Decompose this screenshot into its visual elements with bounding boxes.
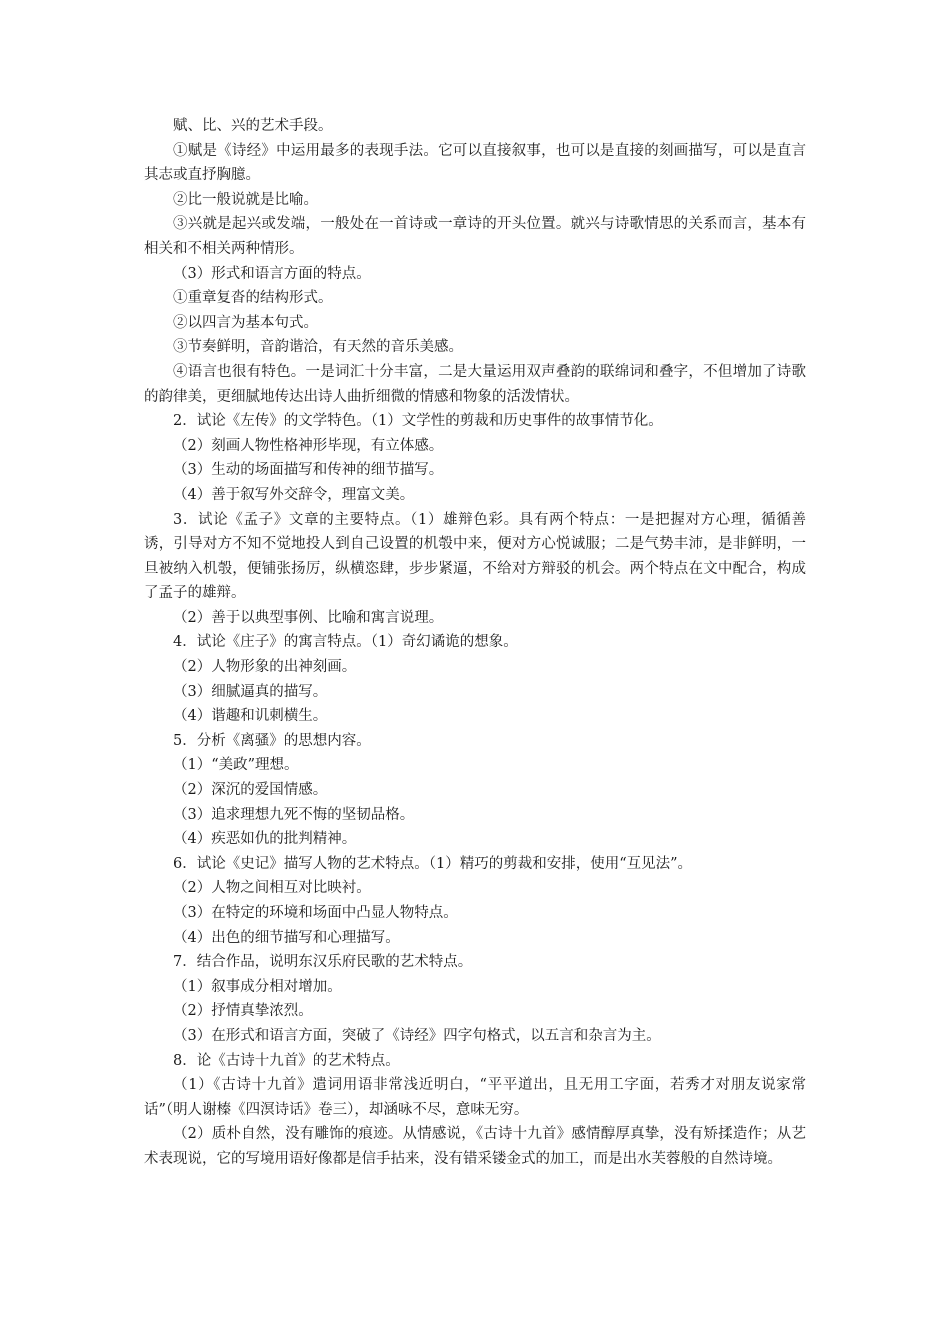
paragraph: （3）在形式和语言方面，突破了《诗经》四字句格式，以五言和杂言为主。	[173, 1027, 661, 1044]
paragraph: ②以四言为基本句式。	[173, 314, 318, 331]
paragraph: 8．论《古诗十九首》的艺术特点。	[173, 1052, 400, 1069]
paragraph: 3．试论《孟子》文章的主要特点。（1）雄辩色彩。具有两个特点：一是把握对方心理，循循善诱，引导对方不知不觉地投人到自己设置的机彀中来，便对方心悦诚服；二是气势丰沛，是非鲜明，一旦被纳入机彀，便铺张扬厉，纵横恣肆，步步紧逼，不给对方辩驳的机会。两个特点在文中配合，构成了孟子的雄辩。	[144, 511, 806, 602]
paragraph: （3）细腻逼真的描写。	[173, 683, 328, 700]
paragraph: （2）质朴自然，没有雕饰的痕迹。从情感说，《古诗十九首》感情醇厚真挚，没有矫揉造作；从艺术表现说，它的写境用语好像都是信手拈来，没有错采镂金式的加工，而是出水芙蓉般的自然诗境。	[144, 1126, 806, 1167]
paragraph: 2．试论《左传》的文学特色。（1）文学性的剪裁和历史事件的故事情节化。	[173, 413, 663, 430]
paragraph: （3）在特定的环境和场面中凸显人物特点。	[173, 905, 458, 921]
paragraph: （4）谐趣和讥刺横生。	[173, 708, 328, 725]
paragraph: （2）人物之间相互对比映衬。	[173, 880, 371, 897]
paragraph: （4）疾恶如仇的批判精神。	[173, 831, 357, 848]
paragraph: （3）生动的场面描写和传神的细节描写。	[173, 462, 444, 479]
paragraph: （3）形式和语言方面的特点。	[173, 265, 371, 282]
paragraph: ①赋是《诗经》中运用最多的表现手法。它可以直接叙事，也可以是直接的刻画描写，可以是直言其志或直抒胸臆。	[144, 142, 806, 184]
paragraph: （2）抒情真挚浓烈。	[173, 1003, 313, 1020]
paragraph: （1）“美政”理想。	[173, 757, 299, 774]
paragraph: （4）善于叙写外交辞令，理富文美。	[173, 486, 415, 503]
paragraph: （1）《古诗十九首》遣词用语非常浅近明白，“平平道出，且无用工字面，若秀才对朋友说家常话”（明人谢榛《四溟诗话》卷三），却涵咏不尽，意味无穷。	[144, 1077, 806, 1118]
paragraph: ③兴就是起兴或发端，一般处在一首诗或一章诗的开头位置。就兴与诗歌情思的关系而言，基本有相关和不相关两种情形。	[144, 216, 806, 257]
document-body	[144, 114, 806, 1172]
paragraph: 6．试论《史记》描写人物的艺术特点。（1）精巧的剪裁和安排，使用“互见法”。	[173, 855, 693, 872]
paragraph: （3）追求理想九死不悔的坚韧品格。	[173, 806, 415, 823]
paragraph: ②比一般说就是比喻。	[173, 191, 318, 208]
paragraph: ①重章复沓的结构形式。	[173, 290, 333, 307]
paragraph: ④语言也很有特色。一是词汇十分丰富，二是大量运用双声叠韵的联绵词和叠字，不但增加了诗歌的韵律美，更细腻地传达出诗人曲折细微的情感和物象的活泼情状。	[144, 363, 806, 405]
paragraph: （2）善于以典型事例、比喻和寓言说理。	[173, 609, 444, 626]
paragraph: 4．试论《庄子》的寓言特点。（1）奇幻谲诡的想象。	[173, 634, 518, 651]
paragraph: （2）刻画人物性格神形毕现，有立体感。	[173, 437, 444, 454]
paragraph: （1）叙事成分相对增加。	[173, 978, 342, 995]
paragraph: （2）深沉的爱国情感。	[173, 782, 328, 799]
paragraph: 5．分析《离骚》的思想内容。	[173, 732, 371, 749]
paragraph: 赋、比、兴的艺术手段。	[173, 118, 333, 134]
paragraph: （2）人物形象的出神刻画。	[173, 659, 357, 676]
paragraph: （4）出色的细节描写和心理描写。	[173, 929, 400, 946]
paragraph: ③节奏鲜明，音韵谐洽，有天然的音乐美感。	[173, 339, 463, 356]
paragraph: 7．结合作品，说明东汉乐府民歌的艺术特点。	[173, 954, 473, 971]
